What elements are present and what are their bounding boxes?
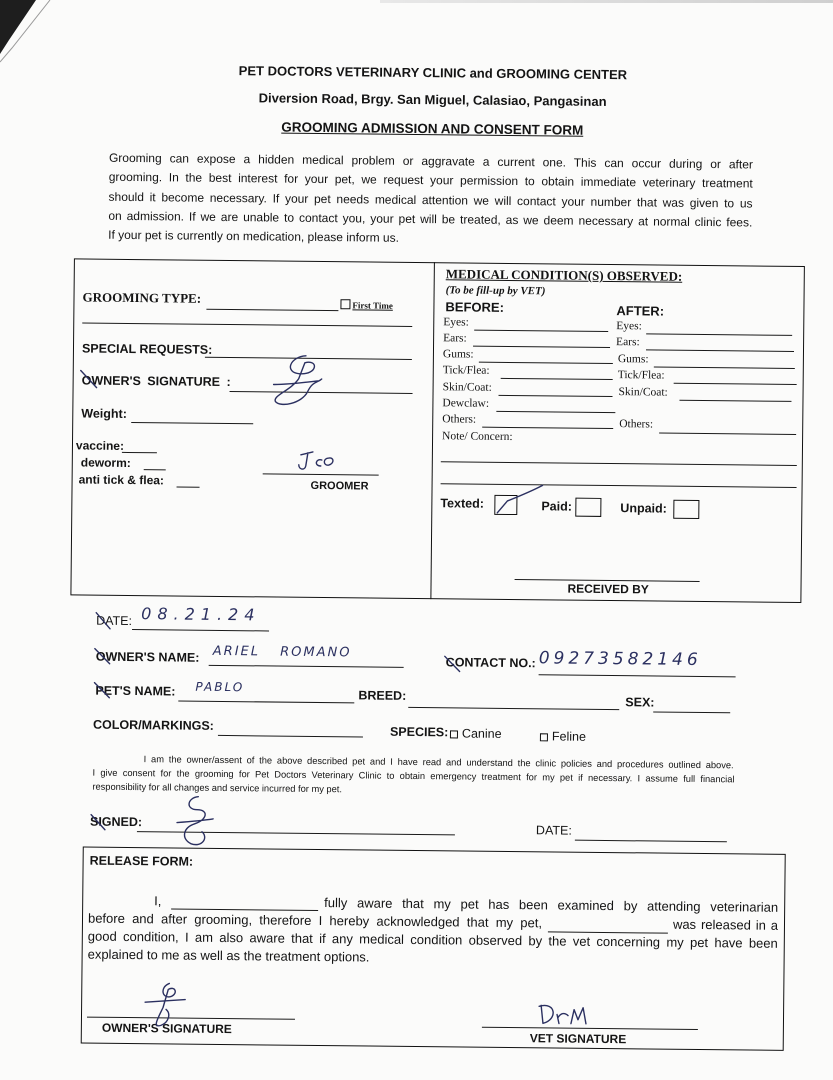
after-others-label: Others:: [619, 418, 654, 431]
release-line3: good condition, I am also aware that if any medical condition observed by the vet concerning my pet have been: [87, 928, 778, 951]
release-line1-suffix: fully aware that my pet has been examined by attending veterinarian: [324, 895, 779, 915]
breed-line: [408, 707, 619, 710]
before-dewclaw-label: Dewclaw:: [442, 397, 490, 410]
feline-label: Feline: [551, 729, 587, 744]
date-label: DATE:: [96, 613, 133, 629]
owner-name-line: [209, 665, 404, 668]
release-line1-prefix: I,: [154, 893, 162, 909]
date-line: [132, 629, 269, 631]
sex-line: [653, 711, 730, 713]
paid-checkbox: [575, 498, 601, 517]
groomer-label: GROOMER: [310, 479, 369, 493]
signed-signature: [177, 797, 213, 845]
release-line2-suffix: was released in a: [672, 916, 779, 933]
received-by-label: RECEIVED BY: [567, 581, 649, 597]
date-value: 08.21.24: [141, 604, 261, 625]
contact-label: CONTACT NO.:: [445, 655, 536, 671]
paid-label: Paid:: [541, 499, 572, 514]
release-owner-signature-label: OWNER'S SIGNATURE: [101, 1020, 232, 1037]
signed-line: [137, 831, 455, 835]
vet-signature-label: VET SIGNATURE: [529, 1031, 627, 1047]
species-label: SPECIES:: [389, 724, 449, 740]
pet-name-label: PET'S NAME:: [95, 683, 176, 699]
grooming-type-label: GROOMING TYPE:: [82, 289, 202, 306]
after-label: AFTER:: [616, 303, 665, 319]
before-skin-coat-label: Skin/Coat:: [442, 381, 492, 394]
grooming-medical-box: [70, 258, 804, 603]
release-form-title: RELEASE FORM:: [89, 853, 194, 869]
intro-paragraph: [108, 149, 753, 252]
first-time-label: First Time: [352, 300, 393, 311]
form-title: GROOMING ADMISSION AND CONSENT FORM: [281, 119, 584, 138]
deworm-line: [144, 469, 166, 470]
before-ears-label: Ears:: [443, 332, 467, 345]
signed-date-line: [575, 840, 727, 843]
note-concern-label: Note/ Concern:: [442, 430, 513, 444]
after-ears-label: Ears:: [616, 336, 640, 349]
weight-label: Weight:: [81, 406, 127, 421]
before-tick-flea-label: Tick/Flea:: [442, 364, 490, 377]
unpaid-label: Unpaid:: [620, 501, 667, 516]
sex-label: SEX:: [625, 695, 655, 710]
deworm-label: deworm:: [80, 455, 131, 471]
pet-name-line: [178, 701, 354, 704]
after-tick-flea-label: Tick/Flea:: [617, 369, 665, 382]
after-gums-label: Gums:: [617, 353, 649, 366]
clinic-address: Diversion Road, Brgy. San Miguel, Calasiao, Pangasinan: [258, 90, 607, 109]
before-gums-label: Gums:: [442, 348, 474, 361]
owner-name-value: ARIEL ROMANO: [212, 643, 352, 661]
before-eyes-label: Eyes:: [443, 316, 469, 329]
pet-name-value: PABLO: [195, 679, 245, 695]
anti-tick-flea-line: [177, 486, 200, 487]
intro-line: Grooming can expose a hidden medical problem or aggravate a current one. This can occur during or after: [108, 150, 754, 172]
release-line4: explained to me as well as the treatment options.: [87, 946, 370, 965]
contact-line: [539, 674, 736, 677]
owner-name-label: OWNER'S NAME:: [95, 649, 200, 665]
consent-line: I am the owner/assent of the above described pet and I have read and understand the clinic policies and procedures outlined above.: [143, 754, 734, 771]
intro-line: If your pet is currently on medication, please inform us.: [108, 227, 400, 245]
signed-date-label: DATE:: [535, 823, 572, 838]
special-requests-label: SPECIAL REQUESTS:: [81, 341, 213, 357]
form-title-wrap: [132, 117, 732, 142]
consent-line: I give consent for the grooming for Pet Doctors Veterinary Clinic to obtain emergency treatment for my pet if necessary. I assume full financial: [92, 767, 735, 785]
intro-line: grooming. In the best interest for your pet, we request your permission to obtain immediate veterinary treatment: [108, 170, 753, 191]
intro-line: on admission. If we are unable to contact you, your pet will be treated, as we deem necessary at normal clinic fees.: [108, 208, 753, 230]
after-skin-coat-label: Skin/Coat:: [618, 386, 668, 399]
color-markings-line: [218, 735, 363, 738]
texted-label: Texted:: [440, 496, 484, 511]
vaccine-label: vaccine:: [75, 438, 125, 453]
before-others-label: Others:: [442, 413, 477, 426]
clinic-name: PET DOCTORS VETERINARY CLINIC and GROOMING CENTER: [238, 63, 628, 83]
release-line2-prefix: before and after grooming, therefore I hereby acknowledged that my pet,: [87, 910, 543, 931]
canine-checkbox: [450, 730, 458, 738]
canine-label: Canine: [461, 726, 502, 741]
unpaid-checkbox: [673, 500, 699, 519]
texted-checkbox: [494, 495, 517, 515]
feline-checkbox: [540, 733, 548, 741]
intro-line: should it become necessary. If your pet needs medical attention we will contact your number that was given to us: [108, 189, 753, 211]
after-eyes-label: Eyes:: [616, 320, 642, 333]
medical-subtitle: (To be fill-up by VET): [445, 284, 546, 298]
anti-tick-flea-label: anti tick & flea:: [78, 472, 165, 488]
breed-label: BREED:: [358, 688, 407, 703]
color-markings-label: COLOR/MARKINGS:: [92, 717, 214, 733]
consent-line: responsibility for all changes and service incurred for my pet.: [92, 781, 343, 795]
signed-label: SIGNED:: [89, 814, 143, 830]
first-time-checkbox: [340, 299, 350, 309]
contact-value: 09273582146: [538, 648, 702, 670]
owner-signature-label: OWNER'S SIGNATURE :: [81, 373, 231, 390]
before-label: BEFORE:: [445, 299, 505, 315]
medical-title: MEDICAL CONDITION(S) OBSERVED:: [445, 266, 683, 284]
